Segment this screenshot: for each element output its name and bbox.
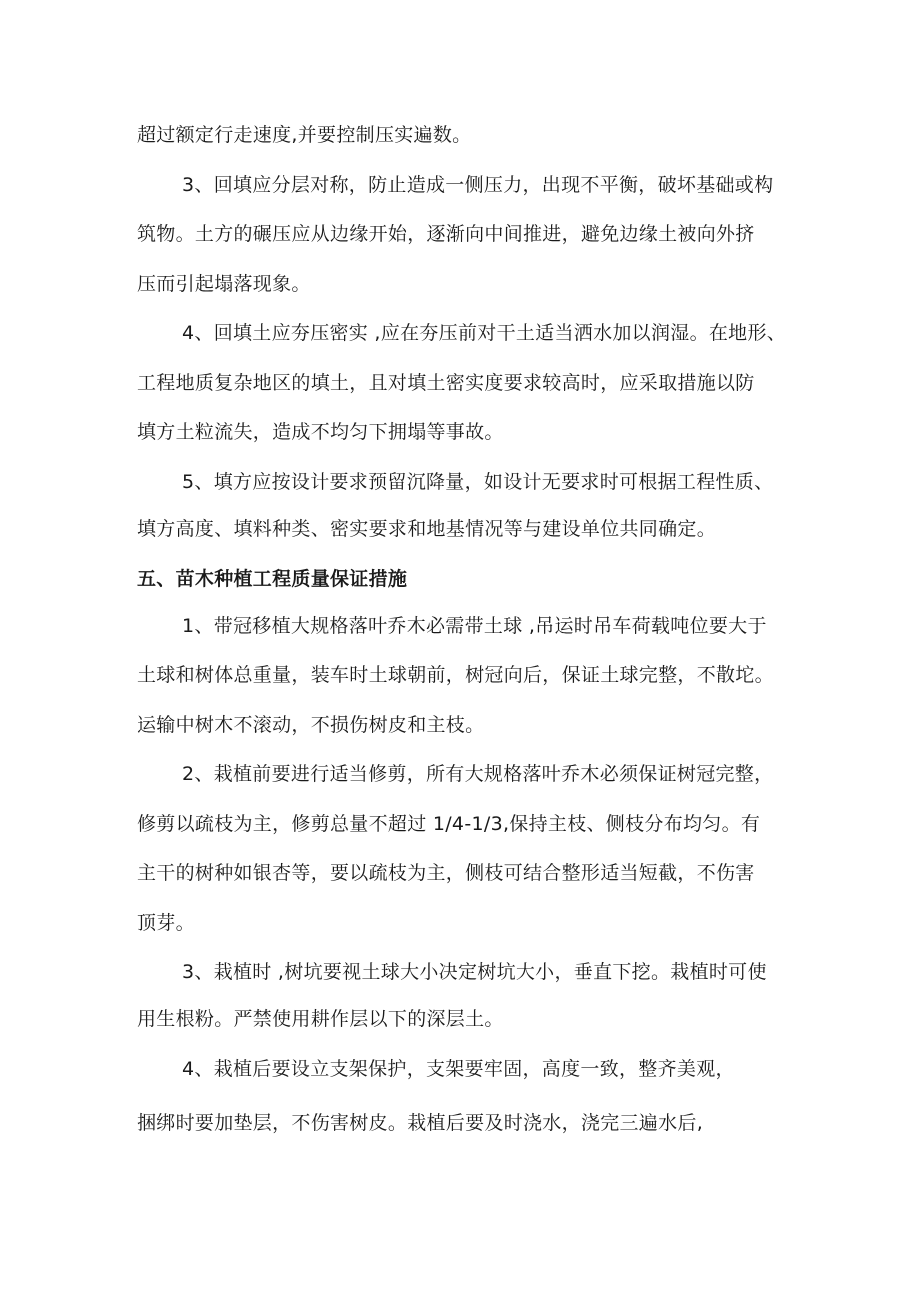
paragraph-line: 筑物。土方的碾压应从边缘开始，逐渐向中间推进，避免边缘土被向外挤 <box>137 223 755 245</box>
paragraph-line: 填方土粒流失，造成不均匀下拥塌等事故。 <box>137 421 504 443</box>
paragraph-line: 2、栽植前要进行适当修剪，所有大规格落叶乔木必须保证树冠完整， <box>182 763 774 785</box>
paragraph-line: 压而引起塌落现象。 <box>137 273 311 295</box>
paragraph-line: 3、栽植时 ,树坑要视土球大小决定树坑大小，垂直下挖。栽植时可使 <box>182 961 767 983</box>
paragraph-line: 4、回填土应夯压密实 ,应在夯压前对干土适当洒水加以润湿。在地形、 <box>182 322 787 344</box>
paragraph-line: 超过额定行走速度,并要控制压实遍数。 <box>137 124 472 146</box>
paragraph-line: 4、栽植后要设立支架保护，支架要牢固，高度一致，整齐美观， <box>182 1058 735 1080</box>
paragraph-line: 用生根粉。严禁使用耕作层以下的深层土。 <box>137 1008 504 1030</box>
paragraph-line: 运输中树木不滚动，不损伤树皮和主枝。 <box>137 714 485 736</box>
paragraph-line: 修剪以疏枝为主，修剪总量不超过 1/4-1/3,保持主枝、侧枝分布均匀。有 <box>137 813 761 835</box>
paragraph-line: 3、回填应分层对称，防止造成一侧压力，出现不平衡，破坏基础或构 <box>182 174 774 196</box>
paragraph-line: 5、填方应按设计要求预留沉降量，如设计无要求时可根据工程性质、 <box>182 471 774 493</box>
paragraph-line: 主干的树种如银杏等，要以疏枝为主，侧枝可结合整形适当短截，不伤害 <box>137 862 755 884</box>
paragraph-line: 填方高度、填料种类、密实要求和地基情况等与建设单位共同确定。 <box>137 518 717 540</box>
section-heading: 五、苗木种植工程质量保证措施 <box>137 568 408 590</box>
paragraph-line: 顶芽。 <box>137 912 195 934</box>
paragraph-line: 工程地质复杂地区的填土，且对填土密实度要求较高时，应采取措施以防 <box>137 372 755 394</box>
paragraph-line: 捆绑时要加垫层，不伤害树皮。栽植后要及时浇水，浇完三遍水后, <box>137 1112 704 1134</box>
paragraph-line: 1、带冠移植大规格落叶乔木必需带土球 ,吊运时吊车荷载吨位要大于 <box>182 615 767 637</box>
paragraph-line: 土球和树体总重量，装车时土球朝前，树冠向后，保证土球完整，不散坨。 <box>137 664 774 686</box>
